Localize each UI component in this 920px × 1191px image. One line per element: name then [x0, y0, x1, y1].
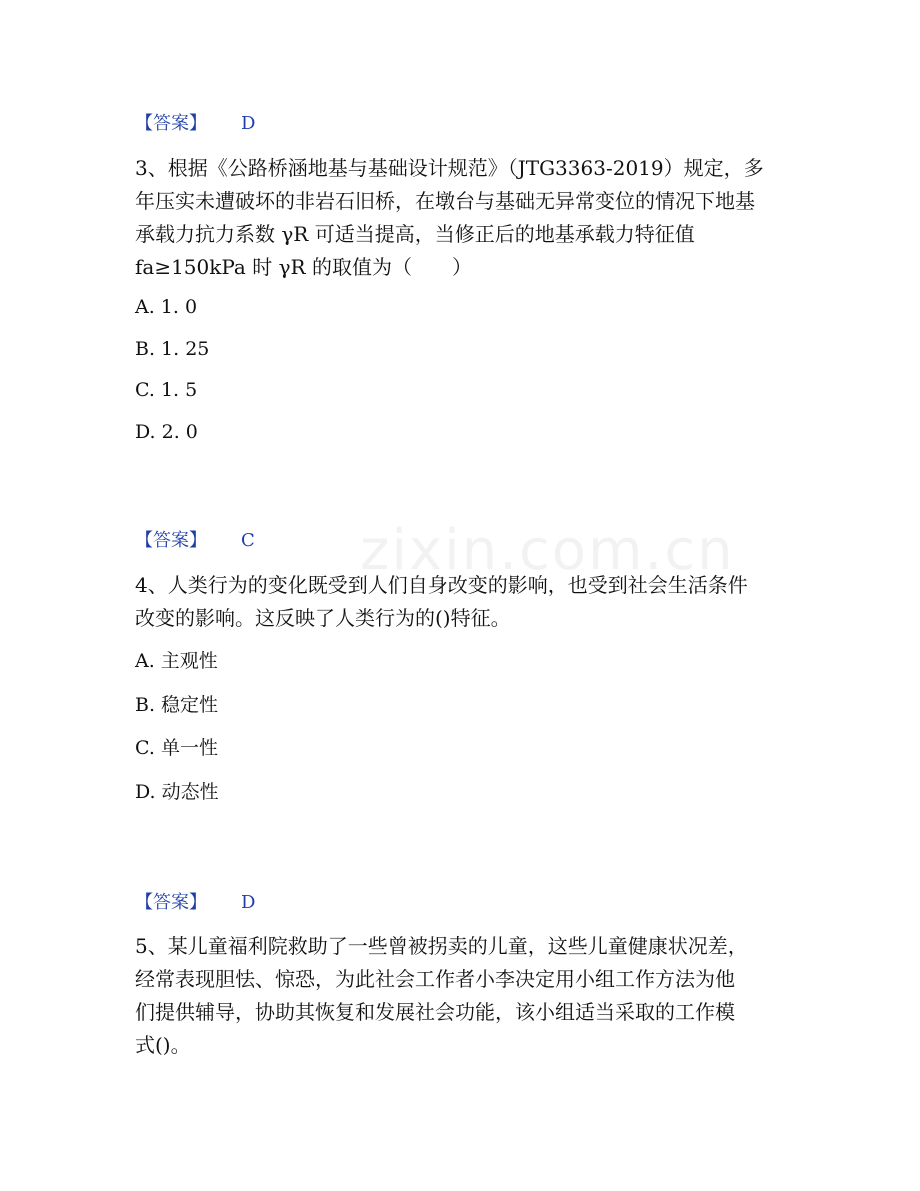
- question-3-line-1: 3、根据《公路桥涵地基与基础设计规范》（JTG3363-2019）规定，多: [135, 156, 764, 180]
- question-3-option-b: B. 1. 25: [135, 338, 210, 360]
- question-5-line-1: 5、某儿童福利院救助了一些曾被拐卖的儿童，这些儿童健康状况差，: [135, 934, 748, 958]
- question-3-option-d: D. 2. 0: [135, 421, 198, 443]
- question-4-line-1: 4、人类行为的变化既受到人们自身改变的影响，也受到社会生活条件: [135, 573, 748, 597]
- question-4-option-b: B. 稳定性: [135, 694, 219, 716]
- answer-value: C: [241, 530, 255, 551]
- answer-value: D: [241, 113, 256, 134]
- question-4-option-a: A. 主观性: [135, 650, 218, 672]
- question-4-option-d: D. 动态性: [135, 781, 219, 803]
- answer-label: 【答案】: [135, 892, 207, 913]
- question-5-line-3: 们提供辅导，协助其恢复和发展社会功能，该小组适当采取的工作模: [135, 1000, 735, 1024]
- question-4-option-c: C. 单一性: [135, 737, 218, 759]
- question-3-line-3: 承载力抗力系数 γR 可适当提高，当修正后的地基承载力特征值: [135, 222, 695, 246]
- question-3-line-4: fa≥150kPa 时 γR 的取值为（ ）: [135, 255, 472, 279]
- answer-block-1: [135, 109, 255, 139]
- question-3-option-c: C. 1. 5: [135, 379, 198, 401]
- answer-block-3: [135, 888, 255, 918]
- answer-label: 【答案】: [135, 530, 207, 551]
- answer-block-2: [135, 526, 255, 556]
- watermark: zixin.com.cn: [360, 518, 735, 583]
- question-5-line-2: 经常表现胆怯、惊恐，为此社会工作者小李决定用小组工作方法为他: [135, 967, 735, 991]
- question-3-option-a: A. 1. 0: [135, 296, 198, 318]
- answer-label: 【答案】: [135, 113, 207, 134]
- question-3-line-2: 年压实未遭破坏的非岩石旧桥，在墩台与基础无异常变位的情况下地基: [135, 189, 755, 213]
- question-5-line-4: 式()。: [135, 1033, 191, 1057]
- answer-value: D: [241, 892, 256, 913]
- question-4-line-2: 改变的影响。这反映了人类行为的()特征。: [135, 606, 511, 630]
